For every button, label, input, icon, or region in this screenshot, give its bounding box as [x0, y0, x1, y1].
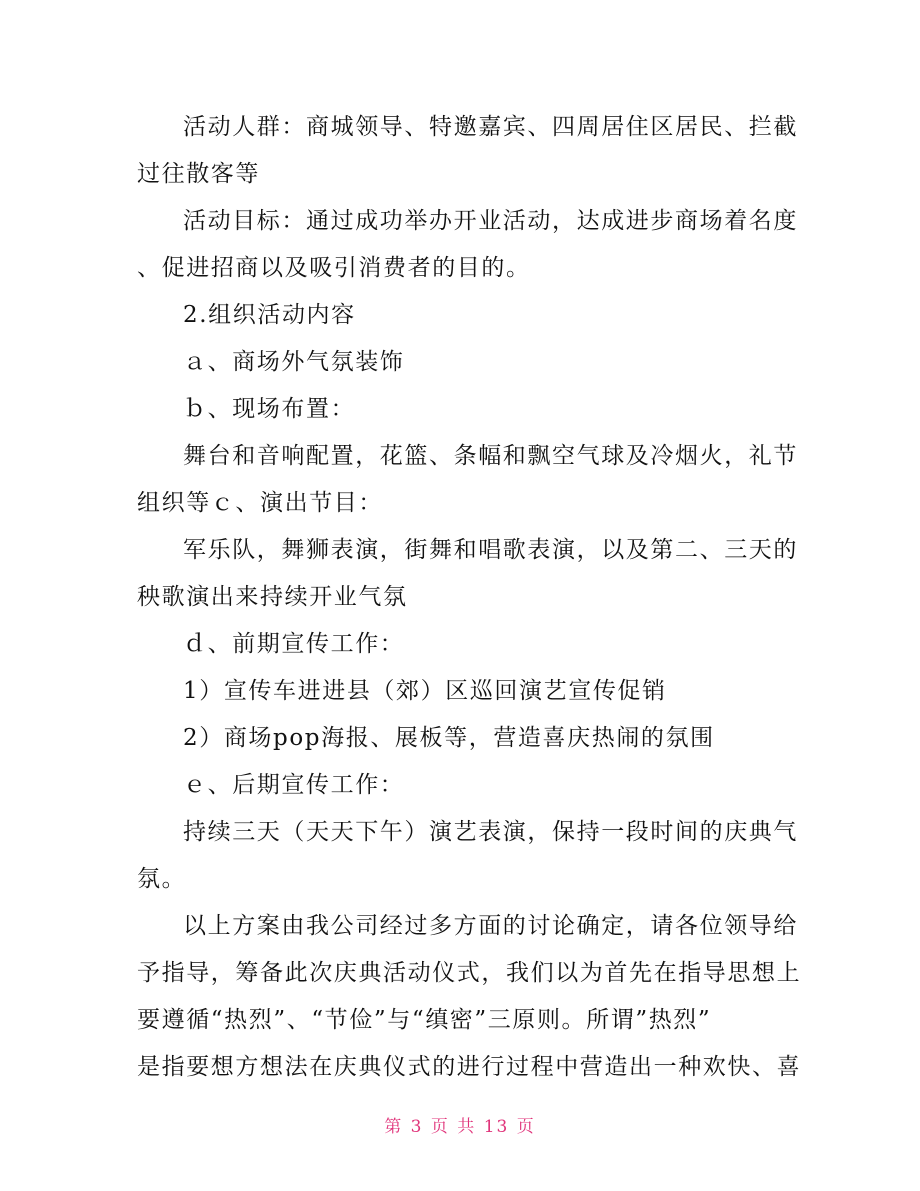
paragraph-line: 组织等ｃ、演出节目： — [137, 490, 383, 516]
document-body — [137, 104, 802, 1091]
paragraph-line: 活动目标：通过成功举办开业活动，达成进步商场着名度 — [183, 208, 798, 234]
list-item: 1）宣传车进进县（郊）区巡回演艺宣传促销 — [183, 678, 667, 704]
paragraph-line: 、促进招商以及吸引消费者的目的。 — [137, 255, 531, 281]
list-item: 2）商场pop海报、展板等，营造喜庆热闹的氛围 — [183, 725, 715, 751]
list-item: ｅ、后期宣传工作： — [183, 772, 405, 798]
paragraph-line: 要遵循“热烈”、“节俭”与“缜密”三原则。所谓”热烈” — [137, 1007, 712, 1033]
list-item: ａ、商场外气氛装饰 — [183, 349, 405, 375]
list-item: ｄ、前期宣传工作： — [183, 631, 405, 657]
paragraph-line: 军乐队，舞狮表演，街舞和唱歌表演，以及第二、三天的 — [183, 537, 798, 563]
page-number-footer: 第 3 页 共 13 页 — [384, 1117, 536, 1137]
paragraph-line: 氛。 — [137, 866, 187, 892]
paragraph-line: 是指要想方想法在庆典仪式的进行过程中营造出一种欢快、喜 — [137, 1054, 802, 1080]
paragraph-line: 予指导，筹备此次庆典活动仪式，我们以为首先在指导思想上 — [137, 960, 802, 986]
paragraph-line: 舞台和音响配置，花篮、条幅和飘空气球及冷烟火，礼节 — [183, 443, 798, 469]
paragraph-line: 秧歌演出来持续开业气氛 — [137, 584, 408, 610]
section-heading: 2.组织活动内容 — [183, 302, 356, 328]
paragraph-line: 持续三天（天天下午）演艺表演，保持一段时间的庆典气 — [183, 819, 798, 845]
paragraph-line: 过往散客等 — [137, 161, 260, 187]
list-item: ｂ、现场布置： — [183, 396, 356, 422]
paragraph-line: 以上方案由我公司经过多方面的讨论确定，请各位领导给 — [183, 913, 798, 939]
paragraph-line: 活动人群：商城领导、特邀嘉宾、四周居住区居民、拦截 — [183, 114, 798, 140]
